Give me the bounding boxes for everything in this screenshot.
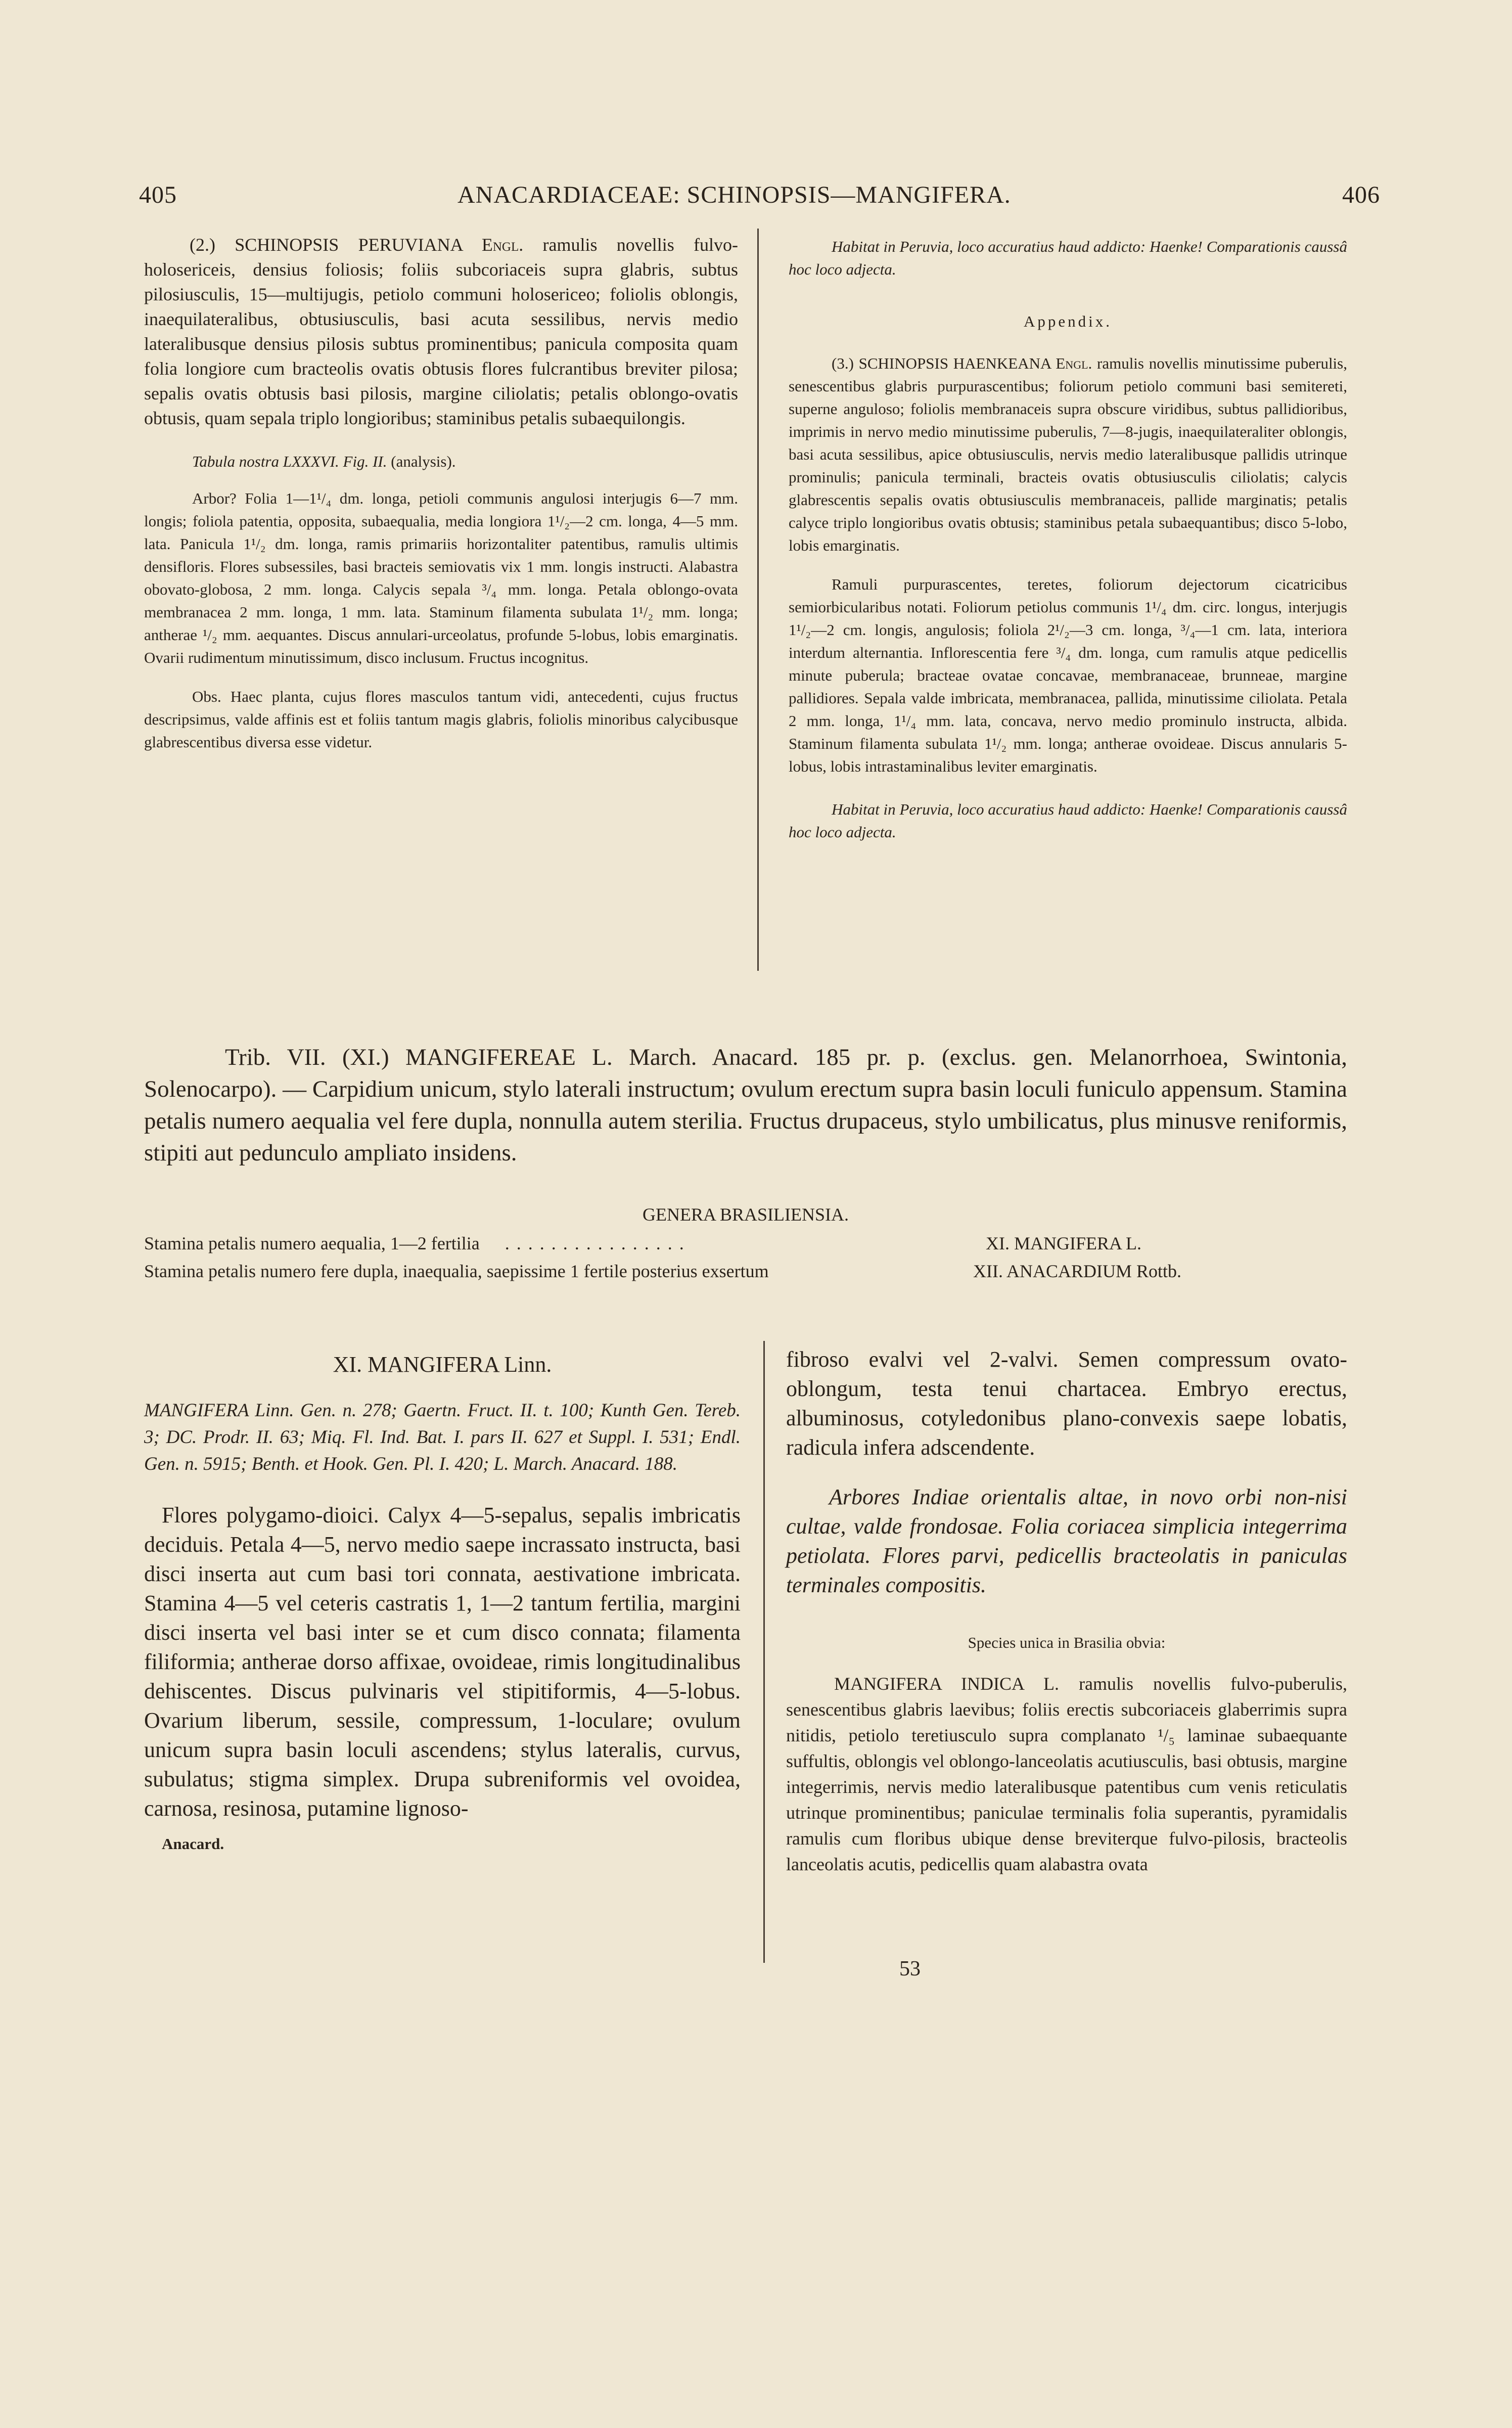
genera-heading: GENERA BRASILIENSIA. (642, 1204, 849, 1225)
genus-habit: Arbores Indiae orientalis altae, in novo orbi non-nisi cultae, valde frondosae. Folia coriacea simplicia integerrima petiolata. Flores parvi, pedicellis bracteolatis in paniculas terminales compositis. (786, 1485, 1347, 1597)
habitat-peruviana: Habitat in Peruvia, loco accuratius haud addicto: Haenke! Comparationis caussâ hoc loco adjecta. (789, 238, 1347, 278)
tabula-reference (144, 450, 738, 473)
genera-key (144, 1231, 1347, 1284)
species-heading: MANGIFERA INDICA L. (834, 1674, 1060, 1694)
tabula-suffix: (analysis). (387, 453, 456, 470)
page-number-left: 405 (139, 182, 177, 208)
observation: Obs. Haec planta, cujus flores masculos tantum vidi, antecedenti, cujus fructus descripsimus, valde affinis est et foliis tantum magis glabris, foliolis minoribus calycibusque glabrescentibus diversa esse videtur. (144, 688, 738, 751)
appendix-heading: Appendix. (1023, 312, 1112, 330)
genus-description: Flores polygamo-dioici. Calyx 4—5-sepalus, sepalis imbricatis deciduis. Petala 4—5, nervo medio saepe incrassato instructa, basi disci inserta aut cum basi tori connata, aestivatione imbricata. Stamina 4—5 vel ceteris castratis 1, 1—2 tantum fertilia, margini disci inserta vel basi inter se et cum disco connata; filamenta filiformia; antherae dorso affixae, ovoideae, rimis longitudinalibus dehiscentes. Discus pulvinaris vel stipitiformis, 4—5-lobus. Ovarium liberum, sessile, compressum, 1-loculare; ovulum unicum supra basin loculi ascendens; stylus lateralis, curvus, subulatus; stigma simplex. Drupa subreniformis vel ovoidea, carnosa, resinosa, putamine lignoso- (144, 1503, 741, 1821)
species-diagnosis: ramulis novellis fulvo-puberulis, senescentibus glabris laevibus; foliis erectis subcoriaceis glaberrimis supra nitidis, petiolo teretiusculo supra complanato ¹/₅ laminae subaequante suffultis, oblongis vel oblongo-lanceolatis acutiusculis, basi obtusis, margine integerrimis, nervis medio lateralibusque patentibus cum venis reticulatis utrinque prominentibus; paniculae terminalis folia superantis, pyramidalis ramulis cum floribus ubique dense breviterque fulvo-pilosis, bracteolis lanceolatis acutis, pedicellis quam alabastra ovata (786, 1674, 1348, 1874)
species-description: Arbor? Folia 1—1¹/₄ dm. longa, petioli communis angulosi interjugis 6—7 mm. longis; foliola patentia, opposita, subaequalia, media longiora 1¹/₂—2 cm. longa, 4—5 mm. lata. Panicula 1¹/₂ dm. longa, ramis primariis horizontaliter patentibus, ramulis ultimis densifloris. Flores subsessiles, basi bracteis semiovatis vix 1 mm. longis instructi. Alabastra obovato-globosa, 2 mm. longa. Calycis sepala ³/₄ mm. longa. Petala oblongo-ovata membranacea 2 mm. longa, 1 mm. lata. Staminum filamenta subulata 1¹/₂ mm. longa; antherae ¹/₂ mm. aequantes. Discus annulari-urceolatus, profunde 5-lobus, lobis emarginatis. Ovarii rudimentum minutissimum, disco inclusum. Fructus incognitus. (144, 489, 738, 666)
species-author: Engl. (481, 235, 524, 255)
page-footer-number: 53 (899, 1957, 921, 1981)
signature-mark: Anacard. (162, 1835, 224, 1853)
species-description: Ramuli purpurascentes, teretes, foliorum dejectorum cicatricibus semiorbicularibus notati. Foliorum petiolus communis 1¹/₄ dm. circ. longus, interjugis 1¹/₂—2 cm. longis, angulosis; foliola 2¹/₂—3 cm. longa, ³/₄—1 cm. lata, interiora interdum alternantia. Inflorescentia fere ³/₄ dm. longa, cum ramulis atque pedicellis minute puberula; bracteae ovatae concavae, membranaceae, brunneae, margine pallidiores. Sepala valde imbricata, membranacea, pallida, minutissime ciliolata. Petala 2 mm. longa, 1¹/₄ mm. lata, concava, nervo medio prominulo instructa, albida. Staminum filamenta subulata 1¹/₂ mm. longa; antherae ovoideae. Discus annularis 5-lobus, lobis intrastaminalibus leviter emarginatis. (789, 575, 1347, 775)
species-diagnosis: ramulis novellis minutissime puberulis, senescentibus glabris purpurascentibus; foliorum petiolo communi basi semitereti, superne anguloso; foliolis membranaceis supra obscure viridibus, subtus pallidioribus, imprimis in nervo medio minutissime puberulis, 7—8-jugis, inaequilateraliter oblongis, basi acuta sessilibus, apice obtusiusculis, nervis medio lateralibusque pallidis utrinque prominulis; panicula terminali, bracteis ovatis obtusiusculis ciliolatis; calycis glabrescentis sepalis ovatis obtusiusculis membranaceis, pallide marginatis; petalis calyce triplo longioribus ovatis obtusis; staminibus petala subaequantibus; disco 5-lobo, lobis emarginatis. (789, 354, 1347, 554)
key-row-anacardium (144, 1259, 1347, 1284)
habitat-haenkeana: Habitat in Peruvia, loco accuratius haud addicto: Haenke! Comparationis caussâ hoc loco adjecta. (789, 800, 1347, 841)
species-diagnosis: ramulis novellis fulvo-holosericeis, densius foliosis; foliis subcoriaceis supra glabris, subtus pilosiusculis, 15—multijugis, petiolo communi holosericeo; foliolis oblongis, inaequilateralibus, obtusiusculis, basi acuta sessilibus, nervis medio lateralibusque densius pilosis subtus prominentibus; panicula composita quam folia longiore cum bracteolis ovatis obtusis flores fulcrantibus breviter pilosa; sepalis ovatis obtusis basi pilosis, margine ciliolatis; petalis oblongo-ovatis obtusis, quam sepala triplo longioribus; staminibus petalis subaequilongis. (144, 235, 738, 428)
column-divider-bottom (763, 1341, 765, 1963)
key-lead-2: Stamina petalis numero fere dupla, inaequalia, saepissime 1 fertile posterius exsertum (144, 1261, 769, 1281)
running-title: ANACARDIACEAE: SCHINOPSIS—MANGIFERA. (457, 182, 1011, 208)
column-divider-top (757, 229, 759, 971)
column-schinopsis-haenkeana (789, 235, 1347, 843)
key-lead-1: Stamina petalis numero aequalia, 1—2 fertilia (144, 1233, 480, 1253)
species-entry (789, 352, 1347, 557)
genus-synonymy: MANGIFERA Linn. Gen. n. 278; Gaertn. Fruct. II. t. 100; Kunth Gen. Tereb. 3; DC. Prodr. II. 63; Miq. Fl. Ind. Bat. I. pars II. 627 et Suppl. I. 531; Endl. Gen. n. 5915; Benth. et Hook. Gen. Pl. I. 420; L. March. Anacard. 188. (144, 1400, 741, 1474)
column-genus-mangifera (144, 1350, 741, 1855)
column-schinopsis-peruviana (144, 233, 738, 753)
key-row-mangifera (144, 1231, 1347, 1256)
tabula-label: Tabula nostra LXXXVI. Fig. II. (192, 453, 387, 470)
tribe-mangifereae: Trib. VII. (XI.) MANGIFEREAE L. March. Anacard. 185 pr. p. (exclus. gen. Melanorrhoea, Swintonia, Solenocarpo). — Carpidium unicum, stylo laterali instructum; ovulum erectum supra basin loculi funiculo appensum. Stamina petalis numero aequalia vel fere dupla, nonnulla autem sterilia. Fructus drupaceus, stylo umbilicatus, plus minusve reniformis, stipiti aut pedunculo ampliato insidens. (144, 1044, 1347, 1166)
species-unica-note: Species unica in Brasilia obvia: (968, 1634, 1166, 1651)
column-mangifera-indica (786, 1345, 1347, 1877)
species-entry (144, 233, 738, 431)
species-heading: (2.) SCHINOPSIS PERUVIANA (190, 235, 482, 255)
species-entry (786, 1671, 1347, 1877)
key-dots: ................ (505, 1233, 691, 1253)
key-result-1: XI. MANGIFERA L. (986, 1233, 1142, 1253)
genus-description-continued: fibroso evalvi vel 2-valvi. Semen compressum ovato-oblongum, testa tenui chartacea. Embryo erectus, albuminosus, cotyledonibus plano-convexis saepe lobatis, radicula infera adscendente. (786, 1347, 1347, 1460)
page-number-right: 406 (1342, 182, 1380, 208)
key-result-2: XII. ANACARDIUM Rottb. (973, 1261, 1182, 1281)
species-heading: (3.) SCHINOPSIS HAENKEANA (832, 354, 1056, 372)
genus-heading: XI. MANGIFERA Linn. (333, 1352, 552, 1377)
species-author: Engl. (1056, 354, 1092, 372)
